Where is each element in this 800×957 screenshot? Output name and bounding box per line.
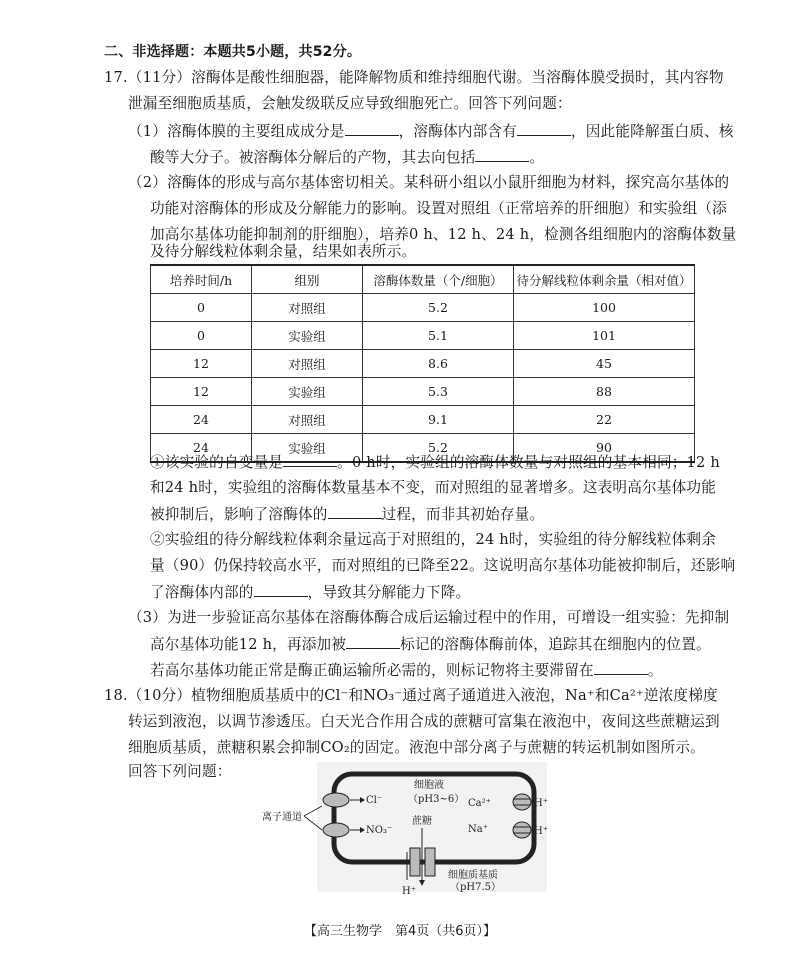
table-header-cell: 待分解线粒体剩余量（相对值）	[514, 265, 695, 294]
table-row	[151, 406, 695, 434]
vacuole-transport-diagram	[262, 762, 562, 902]
q17-s1-text-e: 过程，而非其初始存量。	[381, 506, 545, 523]
cytosol-ph: （pH7.5）	[450, 882, 502, 893]
table-cell: 12	[151, 350, 252, 378]
q17-sub2-line2: 量（90）仍保持较高水平，而对照组的已降至22。这说明高尔基体功能被抑制后，还影响	[150, 557, 736, 574]
table-cell: 100	[514, 294, 695, 322]
table-row	[151, 322, 695, 350]
q17-s1-text-d: 被抑制后，影响了溶酶体的	[150, 506, 328, 523]
table-cell: 5.2	[363, 434, 514, 463]
sucrose-transporter-icon	[425, 848, 435, 876]
q17-part2-line3: 加高尔基体功能抑制剂的肝细胞），培养0 h、12 h、24 h，检测各组细胞内的溶酶体数量	[150, 226, 737, 243]
cytosol-label: 细胞质基质	[448, 870, 498, 881]
answer-blank[interactable]	[254, 582, 308, 597]
sucrose-transporter-icon	[410, 848, 420, 876]
table-header-cell: 培养时间/h	[151, 265, 252, 294]
h-ion-sucrose: H⁺	[402, 886, 416, 897]
q17-p1-text-d: 酸等大分子。被溶酶体分解后的产物，其去向包括	[150, 149, 476, 166]
ca-antiporter-icon	[513, 794, 531, 810]
q17-p3-text-d: 若高尔基体功能正常是酶正确运输所必需的，则标记物将主要滞留在	[150, 662, 594, 679]
section-title: 二、非选择题：本题共5小题，共52分。	[104, 44, 362, 60]
table-row	[151, 378, 695, 406]
table-cell: 24	[151, 434, 252, 463]
table-cell: 对照组	[252, 350, 363, 378]
table-header-cell: 溶酶体数量（个/细胞）	[363, 265, 514, 294]
table-cell: 90	[514, 434, 695, 463]
table-cell: 88	[514, 378, 695, 406]
q17-part1-line2	[150, 147, 544, 168]
answer-blank[interactable]	[328, 504, 382, 519]
table-cell: 8.6	[363, 350, 514, 378]
q17-intro-line2: 泄漏至细胞质基质，会触发级联反应导致细胞死亡。回答下列问题：	[128, 95, 572, 112]
h-ion-ca: H⁺	[534, 798, 548, 809]
q17-part3-line1: （3）为进一步验证高尔基体在溶酶体酶合成后运输过程中的作用，可增设一组实验：先抑制	[128, 609, 730, 626]
q17-sub1-line3	[150, 504, 544, 525]
sucrose-label: 蔗糖	[412, 816, 432, 827]
q17-part3-line3	[150, 660, 663, 681]
table-cell: 对照组	[252, 294, 363, 322]
table-cell: 24	[151, 406, 252, 434]
cl-channel-icon	[323, 793, 349, 807]
table-row	[151, 294, 695, 322]
q18-line1: 18.（10分）植物细胞质基质中的Cl⁻和NO₃⁻通过离子通道进入液泡，Na⁺和Ca²⁺逆浓度梯度	[104, 687, 718, 704]
table-cell: 5.3	[363, 378, 514, 406]
q17-p1-text-a: （1）溶酶体膜的主要组成成分是	[128, 123, 345, 140]
q17-part1-line1	[128, 121, 734, 142]
table-cell: 9.1	[363, 406, 514, 434]
q17-s1-text-b: 。0 h时，实验组的溶酶体数量与对照组的基本相同；12 h	[337, 454, 720, 471]
cl-ion: Cl⁻	[366, 795, 383, 806]
ion-channel-label: 离子通道	[262, 812, 302, 823]
table-row	[151, 350, 695, 378]
q17-sub1-line1	[150, 452, 720, 473]
q17-p3-text-c: 标记的溶酶体酶前体，追踪其在细胞内的位置。	[400, 636, 711, 653]
table-cell: 0	[151, 294, 252, 322]
q17-part3-line2	[150, 634, 711, 655]
table-cell: 101	[514, 322, 695, 350]
table-cell: 22	[514, 406, 695, 434]
results-table	[150, 264, 695, 463]
table-cell: 对照组	[252, 406, 363, 434]
page-footer: 【高三生物学 第4页（共6页）】	[303, 924, 497, 939]
answer-blank[interactable]	[346, 634, 400, 649]
table-cell: 5.2	[363, 294, 514, 322]
table-cell: 实验组	[252, 434, 363, 463]
q17-s1-text-a: ①该实验的自变量是	[150, 454, 284, 471]
q17-p3-text-b: 高尔基体功能12 h，再添加被	[150, 636, 347, 653]
q17-s2-text-d: ，导致其分解能力下降。	[307, 584, 471, 601]
table-cell: 5.1	[363, 322, 514, 350]
q17-p1-text-e: 。	[529, 149, 545, 166]
q17-p3-text-e: 。	[647, 662, 663, 679]
answer-blank[interactable]	[594, 660, 648, 675]
table-cell: 45	[514, 350, 695, 378]
table-cell: 实验组	[252, 378, 363, 406]
q17-sub2-line3	[150, 582, 470, 603]
q18-line4: 回答下列问题：	[128, 763, 232, 780]
q17-sub1-line2: 和24 h时，实验组的溶酶体数量基本不变，而对照组的显著增多。这表明高尔基体功能	[150, 479, 716, 496]
q18-line3: 细胞质基质，蔗糖积累会抑制CO₂的固定。液泡中部分离子与蔗糖的转运机制如图所示。	[128, 739, 705, 756]
q17-intro-line1: 17.（11分）溶酶体是酸性细胞器，能降解物质和维持细胞代谢。当溶酶体膜受损时，其内容物	[104, 69, 724, 86]
q17-part2-line1: （2）溶酶体的形成与高尔基体密切相关。某科研小组以小鼠肝细胞为材料，探究高尔基体的	[128, 174, 730, 191]
q17-sub2-line1: ②实验组的待分解线粒体剩余量远高于对照组的，24 h时，实验组的待分解线粒体剩余	[150, 531, 716, 548]
table-header-cell: 组别	[252, 265, 363, 294]
q17-s2-text-c: 了溶酶体内部的	[150, 584, 254, 601]
answer-blank[interactable]	[517, 121, 571, 136]
no3-channel-icon	[323, 823, 349, 837]
q17-part2-line4: 及待分解线粒体剩余量，结果如表所示。	[150, 243, 417, 260]
na-antiporter-icon	[513, 822, 531, 838]
q17-p1-text-b: ，溶酶体内部含有	[398, 123, 517, 140]
answer-blank[interactable]	[283, 452, 337, 467]
q17-p1-text-c: ，因此能降解蛋白质、核	[570, 123, 734, 140]
vacuole-ph: （pH3~6）	[408, 794, 465, 805]
ca-ion: Ca²⁺	[468, 798, 491, 809]
table-header-row	[151, 265, 695, 294]
h-ion-na: H⁺	[534, 826, 548, 837]
answer-blank[interactable]	[345, 121, 399, 136]
table-cell: 实验组	[252, 322, 363, 350]
no3-ion: NO₃⁻	[366, 825, 393, 836]
q17-part2-line2: 功能对溶酶体的形成及分解能力的影响。设置对照组（正常培养的肝细胞）和实验组（添	[150, 200, 727, 217]
table-cell: 12	[151, 378, 252, 406]
table-cell: 0	[151, 322, 252, 350]
answer-blank[interactable]	[475, 147, 529, 162]
vacuole-label: 细胞液	[414, 780, 444, 791]
q18-line2: 转运到液泡，以调节渗透压。白天光合作用合成的蔗糖可富集在液泡中，夜间这些蔗糖运到	[128, 713, 720, 730]
na-ion: Na⁺	[468, 824, 488, 835]
